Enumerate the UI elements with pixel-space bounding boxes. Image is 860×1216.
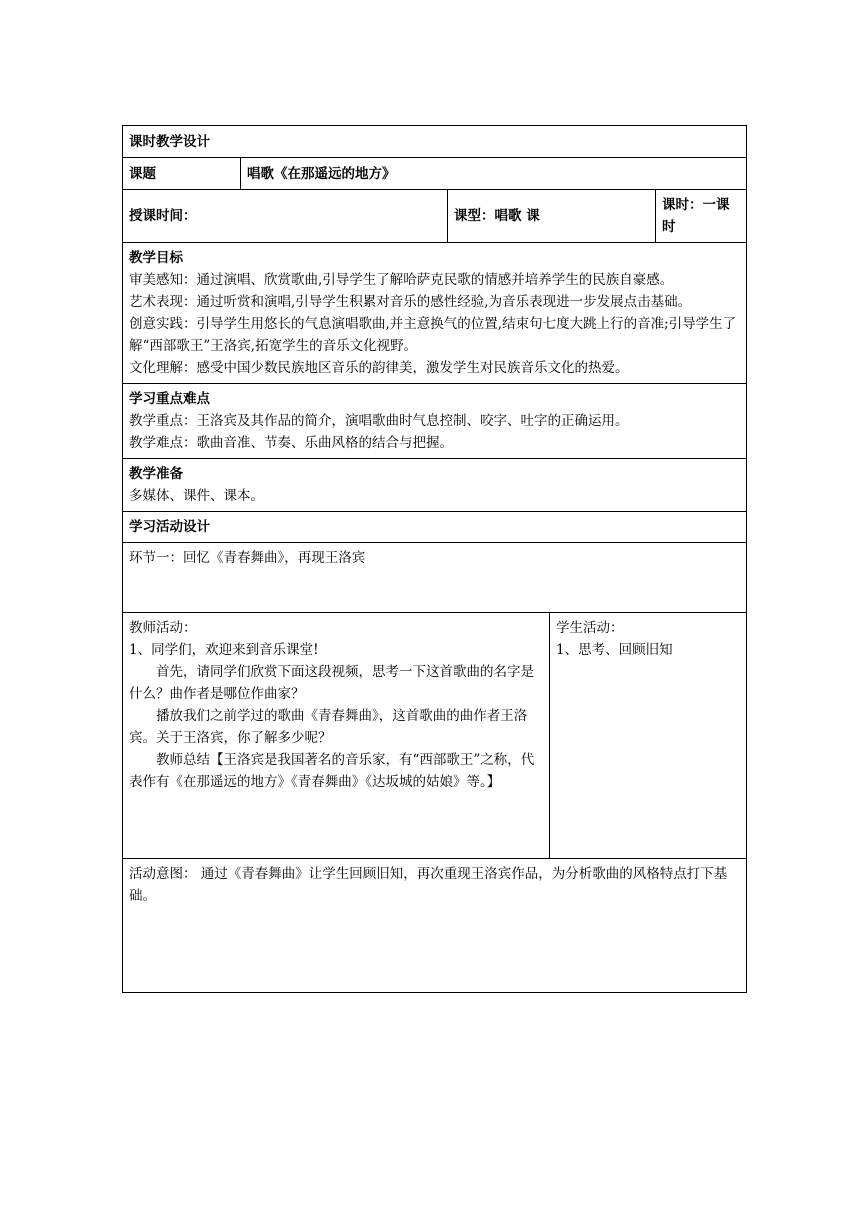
activity-step: 环节一：回忆《青春舞曲》，再现王洛宾 <box>123 543 747 613</box>
preparation-section <box>123 459 747 512</box>
student-activity-label: 学生活动： <box>556 620 624 636</box>
objectives-heading: 教学目标 <box>129 250 183 266</box>
teacher-activity-label: 教师活动： <box>129 620 197 636</box>
lesson-plan-page <box>122 125 746 993</box>
topic-value: 唱歌《在那遥远的地方》 <box>241 158 747 190</box>
objectives-section <box>123 243 747 384</box>
page-title: 课时教学设计 <box>123 126 747 158</box>
objective-practice: 创意实践：引导学生用悠长的气息演唱歌曲,并主意换气的位置,结束句七度大跳上行的音准;引导学生了解“西部歌王”王洛宾,拓宽学生的音乐文化视野。 <box>129 316 737 354</box>
type-label: 课型：唱歌 课 <box>448 190 656 243</box>
time-label: 授课时间： <box>123 190 448 243</box>
student-activity <box>550 613 747 859</box>
teacher-paragraph-2: 播放我们之前学过的歌曲《青春舞曲》，这首歌曲的曲作者王洛宾。关于王洛宾，你了解多少呢？ <box>129 708 528 746</box>
preparation-text: 多媒体、课件、课本。 <box>129 488 264 504</box>
teacher-paragraph-3: 教师总结【王洛宾是我国著名的音乐家，有“西部歌王”之称，代表作有《在那遥远的地方》《青春舞曲》《达坂城的姑娘》等。】 <box>129 752 535 790</box>
key-points-section <box>123 384 747 459</box>
teaching-focus: 教学重点：王洛宾及其作品的简介，演唱歌曲时气息控制、咬字、吐字的正确运用。 <box>129 413 629 429</box>
activity-intent: 活动意图： 通过《青春舞曲》让学生回顾旧知，再次重现王洛宾作品，为分析歌曲的风格特点打下基础。 <box>123 859 747 993</box>
objective-aesthetic: 审美感知：通过演唱、欣赏歌曲,引导学生了解哈萨克民歌的情感并培养学生的民族自豪感。 <box>129 272 674 288</box>
teacher-activity <box>123 613 550 859</box>
objective-culture: 文化理解：感受中国少数民族地区音乐的韵律美，激发学生对民族音乐文化的热爱。 <box>129 360 629 376</box>
topic-label: 课题 <box>123 158 241 190</box>
teaching-difficulty: 教学难点：歌曲音准、节奏、乐曲风格的结合与把握。 <box>129 435 453 451</box>
period-label: 课时：一课时 <box>656 190 747 243</box>
lesson-plan-table <box>122 125 747 993</box>
objective-expression: 艺术表现：通过听赏和演唱,引导学生积累对音乐的感性经验,为音乐表现进一步发展点击基础。 <box>129 294 692 310</box>
teacher-item: 1、同学们，欢迎来到音乐课堂! <box>129 642 319 658</box>
key-points-heading: 学习重点难点 <box>129 391 210 407</box>
activity-heading: 学习活动设计 <box>123 512 747 543</box>
student-item: 1、思考、回顾旧知 <box>556 642 673 658</box>
teacher-paragraph-1: 首先，请同学们欣赏下面这段视频，思考一下这首歌曲的名字是什么？曲作者是哪位作曲家？ <box>129 664 534 702</box>
preparation-heading: 教学准备 <box>129 466 183 482</box>
